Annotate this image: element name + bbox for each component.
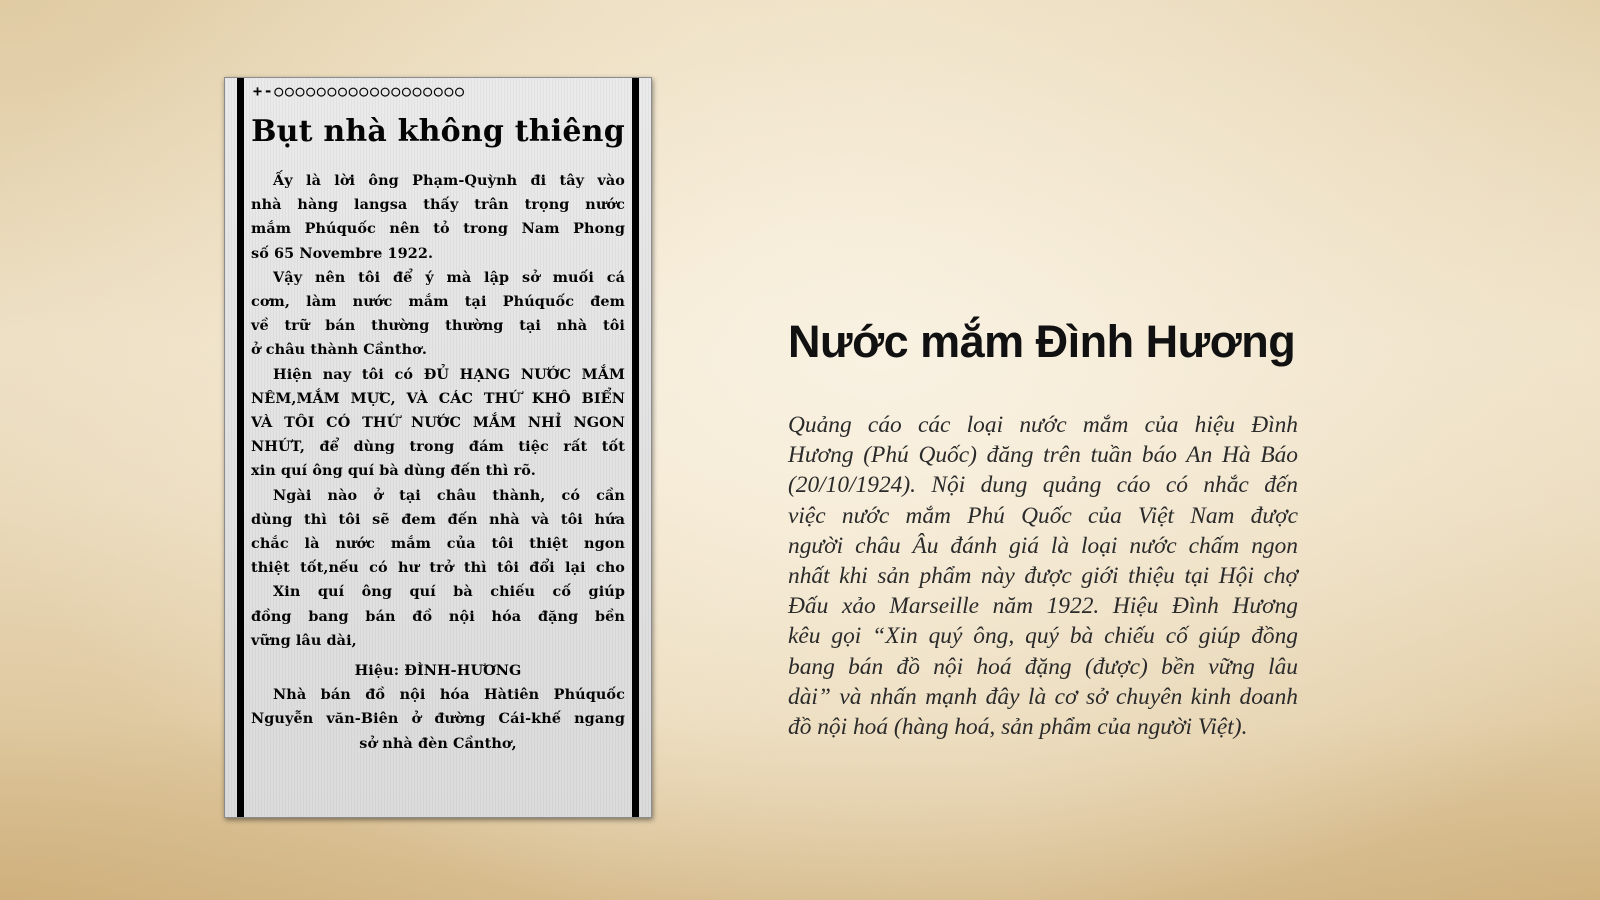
description-line: nhất khi sản phẩm này được giới thiệu tại Hội chợ bbox=[788, 563, 1298, 590]
clipping-line: ở châu thành Cầnthơ. bbox=[251, 341, 427, 359]
clipping-line: NHỨT, để dùng trong đám tiệc rất tốt bbox=[251, 438, 625, 456]
clipping-line: xin quí ông quí bà dùng đến thì rõ. bbox=[251, 462, 536, 480]
clipping-line: đồng bang bán đồ nội hóa đặng bền bbox=[251, 607, 625, 625]
description-line: đồ nội hoá (hàng hoá, sản phẩm của người Việt). bbox=[788, 714, 1248, 741]
description-line: kêu gọi “Xin quý ông, quý bà chiếu cố giúp đồng bbox=[788, 623, 1298, 650]
clipping-line: Nguyễn văn-Biên ở đường Cái-khế ngang bbox=[251, 710, 625, 728]
clipping-line: Ấy là lời ông Phạm-Quỳnh đi tây vào bbox=[273, 172, 625, 189]
clipping-line: về trữ bán thường thường tại nhà tôi bbox=[251, 317, 625, 335]
clipping-line: dùng thì tôi sẽ đem đến nhà và tôi hứa bbox=[251, 510, 625, 528]
clipping-line: Hiện nay tôi có ĐỦ HẠNG NƯỚC MẮM bbox=[273, 365, 625, 383]
clipping-title: Bụt nhà không thiêng bbox=[251, 114, 625, 149]
clipping-line: sở nhà đèn Cầnthơ, bbox=[359, 734, 517, 752]
clipping-line: nhà hàng langsa thấy trân trọng nước bbox=[251, 196, 625, 214]
column-rule-left bbox=[237, 78, 244, 817]
clipping-signature: Hiệu: ĐÌNH-HƯƠNG bbox=[354, 662, 522, 680]
clipping-line: NÊM,MẮM MỰC, VÀ CÁC THỨ KHÔ BIỂN bbox=[251, 389, 625, 407]
description-line: Đấu xảo Marseille năm 1922. Hiệu Đình Hương bbox=[788, 593, 1298, 620]
page-title: Nước mắm Đình Hương bbox=[788, 316, 1296, 367]
clipping-line: số 65 Novembre 1922. bbox=[251, 244, 434, 262]
newspaper-clipping-image bbox=[224, 77, 652, 818]
clipping-line: Xin quí ông quí bà chiếu cố giúp bbox=[273, 583, 625, 601]
clipping-line: mắm Phúquốc nên tỏ trong Nam Phong bbox=[251, 220, 625, 238]
clipping-line: Nhà bán đồ nội hóa Hàtiên Phúquốc bbox=[273, 686, 625, 704]
clipping-body bbox=[251, 169, 625, 756]
description-line: dài” và nhấn mạnh đây là cơ sở chuyên kinh doanh bbox=[788, 683, 1298, 710]
description-line: người châu Âu đánh giá là loại nước chấm ngon bbox=[788, 532, 1298, 559]
description-line: bang bán đồ nội hoá đặng (được) bền vững lâu bbox=[788, 653, 1298, 680]
clipping-line: thiệt tốt,nếu có hư trở thì tôi đổi lại cho bbox=[251, 559, 625, 577]
clipping-line: Vậy nên tôi để ý mà lập sở muối cá bbox=[273, 268, 625, 286]
clipping-line: vững lâu dài, bbox=[251, 631, 357, 649]
description-paragraph bbox=[788, 410, 1298, 742]
description-line: Quảng cáo các loại nước mắm của hiệu Đình bbox=[788, 412, 1298, 438]
clipping-line: chắc là nước mắm của tôi thiệt ngon bbox=[251, 535, 625, 553]
clipping-ornament: +-○○○○○○○○○○○○○○○○○○ bbox=[253, 82, 466, 100]
description-line: Hương (Phú Quốc) đăng trên tuần báo An Hà Báo bbox=[788, 442, 1298, 469]
column-rule-right bbox=[632, 78, 639, 817]
description-line: (20/10/1924). Nội dung quảng cáo có nhắc đến bbox=[788, 472, 1298, 499]
clipping-line: cơm, làm nước mắm tại Phúquốc đem bbox=[251, 293, 625, 311]
description-line: việc nước mắm Phú Quốc của Việt Nam được bbox=[788, 502, 1298, 529]
clipping-line: VÀ TÔI CÓ THỨ NƯỚC MẮM NHỈ NGON bbox=[251, 414, 625, 432]
clipping-line: Ngài nào ở tại châu thành, có cần bbox=[273, 486, 625, 504]
